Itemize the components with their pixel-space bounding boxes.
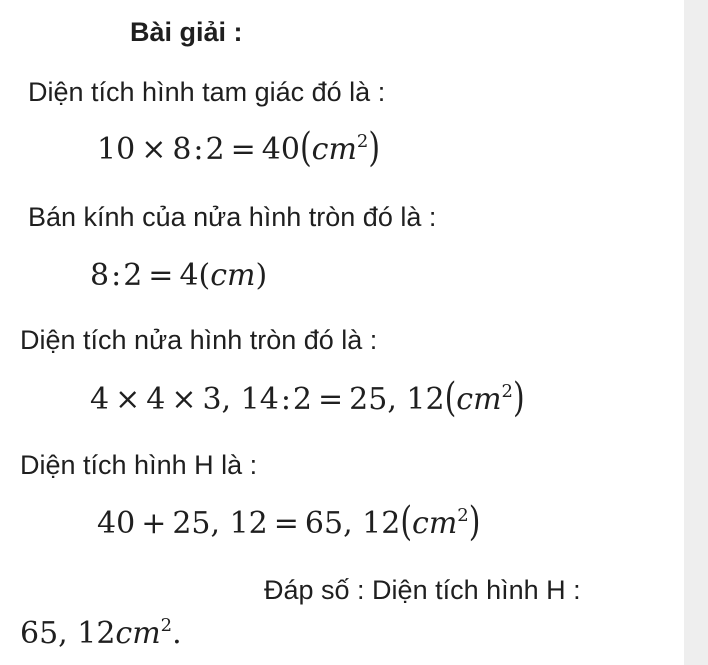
solution-title: Bài giải : [130,17,243,47]
right-scrollbar-gutter [684,0,708,665]
step-3-label: Diện tích nửa hình tròn đó là : [20,325,378,355]
answer-value: 65, $12cm^2$. [20,615,182,651]
step-4-formula: 40 + 25, 12 = 65, $12(cm^2)$ [97,498,481,546]
step-1-formula: 10 × 8:2 = $40(cm^2)$ [97,124,381,172]
answer-label: Đáp số : Diện tích hình H : [264,575,581,605]
step-2-label: Bán kính của nửa hình tròn đó là : [28,202,437,232]
step-2-formula: 8:2 = 4(cm) [90,258,268,293]
step-1-label: Diện tích hình tam giác đó là : [28,77,386,107]
step-3-formula: 4 × 4 × 3, 14:2 = 25, $12(cm^2)$ [90,374,525,422]
step-4-label: Diện tích hình H là : [20,450,258,480]
